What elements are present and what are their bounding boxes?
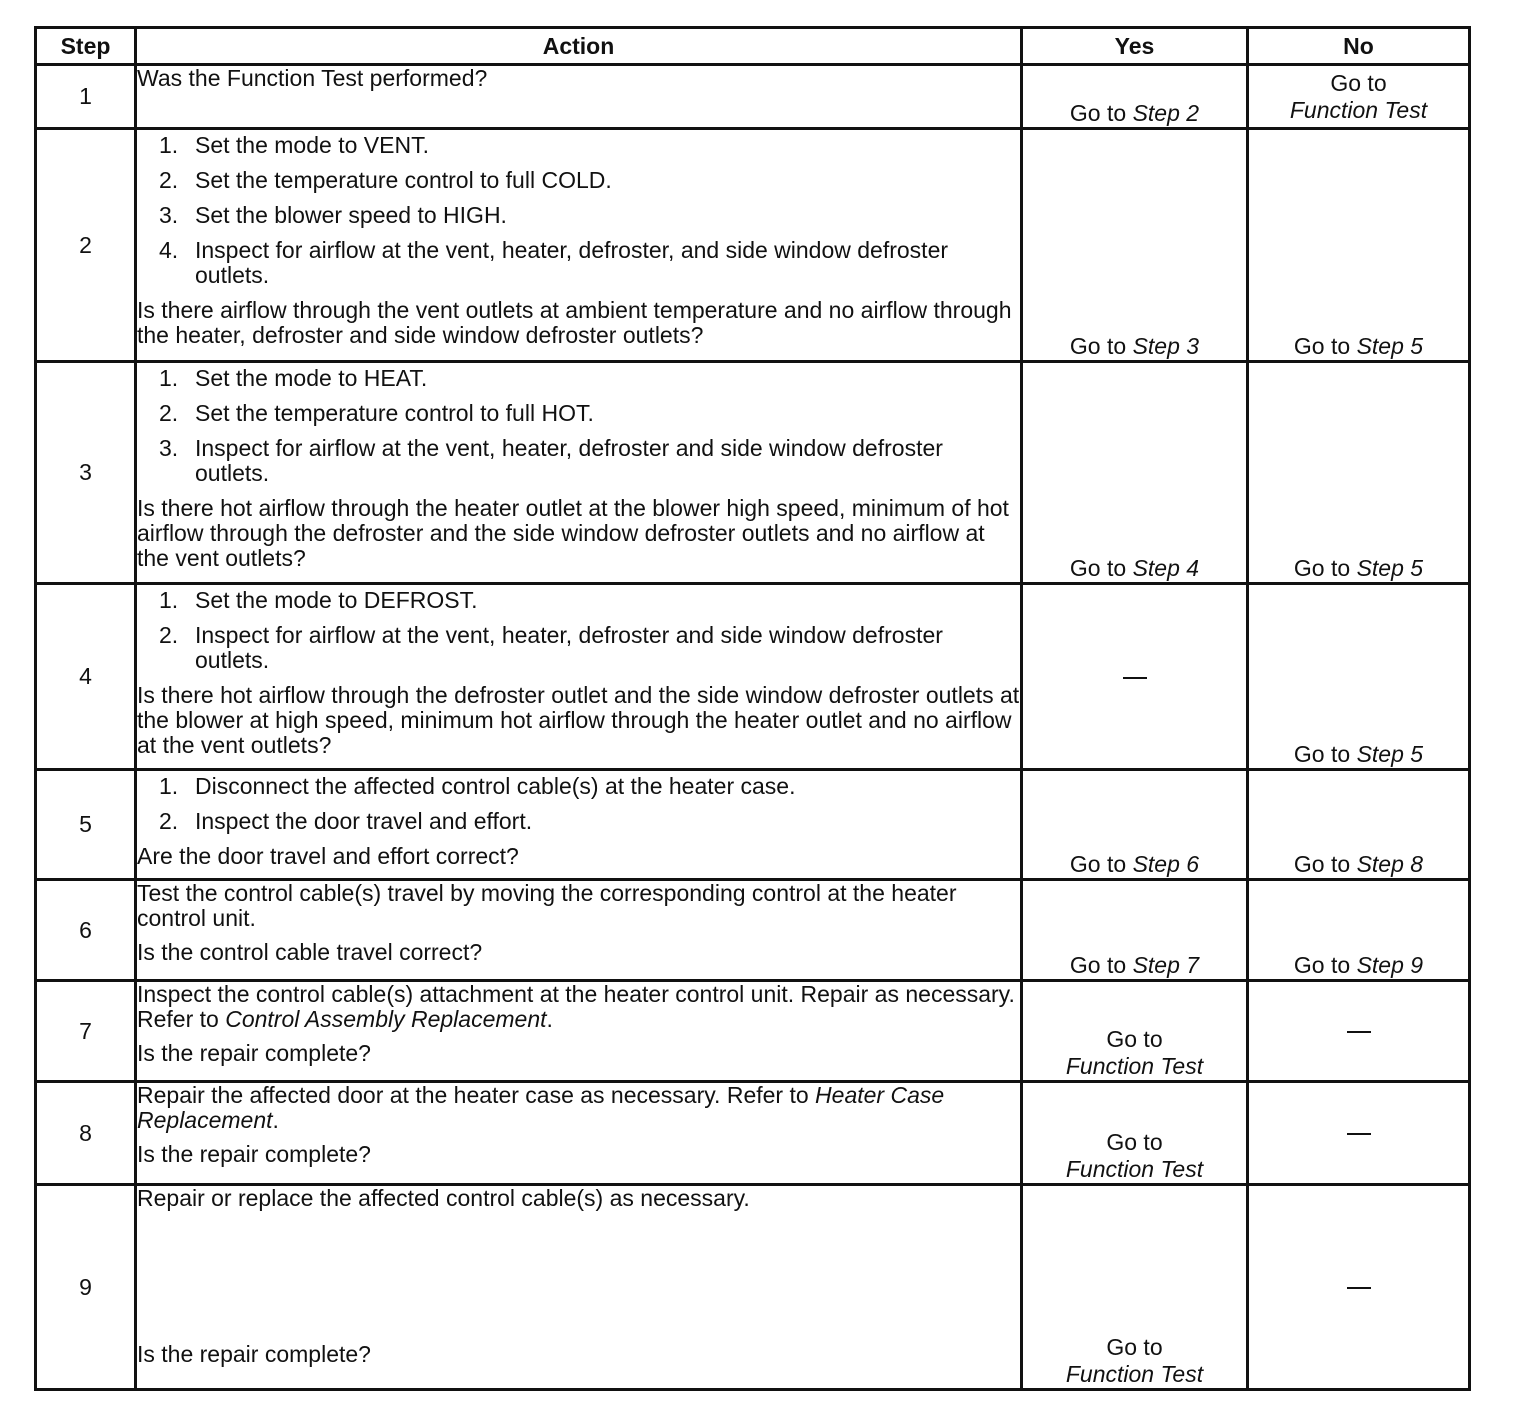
goto-prefix: Go to — [1293, 555, 1357, 581]
item-text: Set the temperature control to full HOT. — [195, 400, 594, 426]
table-body — [36, 65, 1470, 1390]
goto-target-link[interactable]: Step 2 — [1132, 100, 1200, 126]
action-intro — [137, 66, 1020, 91]
table-row — [36, 362, 1470, 584]
goto-target-link[interactable]: Function Test — [1065, 1053, 1204, 1079]
action-steps-list — [137, 588, 1020, 673]
yes-cell — [1022, 129, 1248, 362]
action-question: Is the repair complete? — [137, 1141, 371, 1167]
reference-link[interactable]: Heater Case Replacement — [137, 1082, 945, 1133]
no-cell — [1248, 1082, 1470, 1185]
item-number: 2. — [159, 808, 179, 834]
item-text: Inspect for airflow at the vent, heater, defroster and side window defroster outlets. — [195, 435, 943, 486]
action-cell — [136, 129, 1022, 362]
dash-mark — [1123, 677, 1147, 679]
table-row — [36, 981, 1470, 1082]
action-step-item — [137, 203, 1020, 228]
action-steps-list — [137, 774, 1020, 834]
goto-target-link[interactable]: Step 4 — [1132, 555, 1200, 581]
action-cell — [136, 1185, 1022, 1390]
action-cell — [136, 981, 1022, 1082]
action-question: Is the control cable travel correct? — [137, 939, 483, 965]
table-row — [36, 1082, 1470, 1185]
action-cell — [136, 65, 1022, 129]
goto-prefix: Go to — [1069, 333, 1133, 359]
step-number: 3 — [36, 362, 136, 584]
goto-target-link[interactable]: Function Test — [1065, 1361, 1204, 1387]
item-number: 1. — [159, 587, 179, 613]
yes-cell — [1022, 1082, 1248, 1185]
yes-cell — [1022, 1185, 1248, 1390]
header-action: Action — [136, 28, 1022, 65]
goto-target-link[interactable]: Step 8 — [1356, 851, 1424, 877]
item-number: 1. — [159, 365, 179, 391]
action-question: Is the repair complete? — [137, 1341, 371, 1367]
goto-target-link[interactable]: Function Test — [1289, 97, 1428, 123]
intro-text: Repair the affected door at the heater case as necessary. Refer to — [137, 1082, 816, 1108]
action-step-item — [137, 238, 1020, 288]
action-step-item — [137, 436, 1020, 486]
diagnostic-table — [34, 26, 1471, 1391]
no-cell — [1248, 1185, 1470, 1390]
step-number: 7 — [36, 981, 136, 1082]
item-text: Set the temperature control to full COLD. — [195, 167, 612, 193]
item-number: 2. — [159, 400, 179, 426]
goto-target-link[interactable]: Step 3 — [1132, 333, 1200, 359]
intro-end: . — [546, 1006, 553, 1032]
intro-text: Inspect the control cable(s) attachment at the heater control unit. Repair as necessary. Refer to — [137, 981, 1015, 1032]
header-no: No — [1248, 28, 1470, 65]
yes-cell — [1022, 65, 1248, 129]
goto-target-link[interactable]: Step 7 — [1132, 952, 1200, 978]
item-number: 2. — [159, 622, 179, 648]
no-cell — [1248, 981, 1470, 1082]
item-number: 2. — [159, 167, 179, 193]
goto-prefix: Go to — [1069, 952, 1133, 978]
dash-mark — [1347, 1031, 1371, 1033]
yes-cell — [1022, 770, 1248, 880]
no-cell — [1248, 770, 1470, 880]
reference-link[interactable]: Control Assembly Replacement — [225, 1006, 547, 1032]
action-step-item — [137, 809, 1020, 834]
step-number: 6 — [36, 880, 136, 981]
item-text: Inspect for airflow at the vent, heater, defroster and side window defroster outlets. — [195, 622, 943, 673]
no-cell — [1248, 362, 1470, 584]
action-question: Is there hot airflow through the defroster outlet and the side window defroster outlets at the blower at high speed, minimum hot airflow through the heater outlet and no airflow at the vent outlets? — [137, 682, 1020, 758]
no-cell — [1248, 65, 1470, 129]
action-intro — [137, 1083, 1020, 1133]
action-step-item — [137, 623, 1020, 673]
item-text: Inspect for airflow at the vent, heater, defroster, and side window defroster outlets. — [195, 237, 949, 288]
table-row — [36, 880, 1470, 981]
item-number: 3. — [159, 435, 179, 461]
header-yes: Yes — [1022, 28, 1248, 65]
goto-target-link[interactable]: Step 9 — [1356, 952, 1424, 978]
action-step-item — [137, 133, 1020, 158]
no-cell — [1248, 584, 1470, 770]
action-cell — [136, 880, 1022, 981]
action-intro — [137, 982, 1020, 1032]
step-number: 4 — [36, 584, 136, 770]
no-cell — [1248, 129, 1470, 362]
yes-cell — [1022, 981, 1248, 1082]
goto-prefix: Go to — [1293, 952, 1357, 978]
intro-text: Was the Function Test performed? — [137, 65, 488, 91]
action-cell — [136, 1082, 1022, 1185]
goto-prefix: Go to — [1106, 1129, 1163, 1155]
action-question: Are the door travel and effort correct? — [137, 843, 519, 869]
goto-prefix: Go to — [1106, 1334, 1163, 1360]
goto-prefix: Go to — [1069, 555, 1133, 581]
step-number: 5 — [36, 770, 136, 880]
item-number: 3. — [159, 202, 179, 228]
item-text: Set the mode to DEFROST. — [195, 587, 478, 613]
goto-prefix: Go to — [1069, 100, 1133, 126]
table-row — [36, 129, 1470, 362]
action-step-item — [137, 168, 1020, 193]
goto-prefix: Go to — [1293, 333, 1357, 359]
action-intro — [137, 1186, 1020, 1211]
action-steps-list — [137, 366, 1020, 486]
intro-end: . — [272, 1107, 279, 1133]
item-text: Set the blower speed to HIGH. — [195, 202, 507, 228]
goto-prefix: Go to — [1293, 741, 1357, 767]
item-text: Inspect the door travel and effort. — [195, 808, 533, 834]
intro-text: Test the control cable(s) travel by moving the corresponding control at the heater control unit. — [137, 880, 957, 931]
step-number: 9 — [36, 1185, 136, 1390]
action-question: Is there airflow through the vent outlets at ambient temperature and no airflow through the heater, defroster and side window defroster outlets? — [137, 297, 1012, 348]
action-question: Is the repair complete? — [137, 1040, 371, 1066]
yes-cell — [1022, 584, 1248, 770]
intro-text: Repair or replace the affected control cable(s) as necessary. — [137, 1185, 750, 1211]
header-step: Step — [36, 28, 136, 65]
action-steps-list — [137, 133, 1020, 288]
goto-prefix: Go to — [1293, 851, 1357, 877]
yes-cell — [1022, 880, 1248, 981]
action-intro — [137, 881, 1020, 931]
dash-mark — [1347, 1287, 1371, 1289]
step-number: 1 — [36, 65, 136, 129]
goto-target-link[interactable]: Function Test — [1065, 1156, 1204, 1182]
step-number: 2 — [36, 129, 136, 362]
item-number: 1. — [159, 132, 179, 158]
goto-target-link[interactable]: Step 5 — [1356, 555, 1424, 581]
table-row — [36, 65, 1470, 129]
dash-mark — [1347, 1133, 1371, 1135]
action-cell — [136, 584, 1022, 770]
no-cell — [1248, 880, 1470, 981]
step-number: 8 — [36, 1082, 136, 1185]
table-row — [36, 770, 1470, 880]
item-text: Set the mode to HEAT. — [195, 365, 428, 391]
goto-prefix: Go to — [1106, 1026, 1163, 1052]
action-step-item — [137, 366, 1020, 391]
goto-target-link[interactable]: Step 5 — [1356, 333, 1424, 359]
yes-cell — [1022, 362, 1248, 584]
table-row — [36, 584, 1470, 770]
item-number: 1. — [159, 773, 179, 799]
action-step-item — [137, 401, 1020, 426]
action-cell — [136, 770, 1022, 880]
item-text: Set the mode to VENT. — [195, 132, 429, 158]
action-question: Is there hot airflow through the heater outlet at the blower high speed, minimum of hot airflow through the defroster and the side window defroster outlets and no airflow at the vent outlets? — [137, 495, 1009, 571]
goto-prefix: Go to — [1069, 851, 1133, 877]
header-row — [36, 28, 1470, 65]
action-step-item — [137, 774, 1020, 799]
table-row — [36, 1185, 1470, 1390]
action-step-item — [137, 588, 1020, 613]
goto-prefix: Go to — [1330, 70, 1387, 96]
item-text: Disconnect the affected control cable(s) at the heater case. — [195, 773, 796, 799]
goto-target-link[interactable]: Step 6 — [1132, 851, 1200, 877]
action-cell — [136, 362, 1022, 584]
goto-target-link[interactable]: Step 5 — [1356, 741, 1424, 767]
item-number: 4. — [159, 237, 179, 263]
